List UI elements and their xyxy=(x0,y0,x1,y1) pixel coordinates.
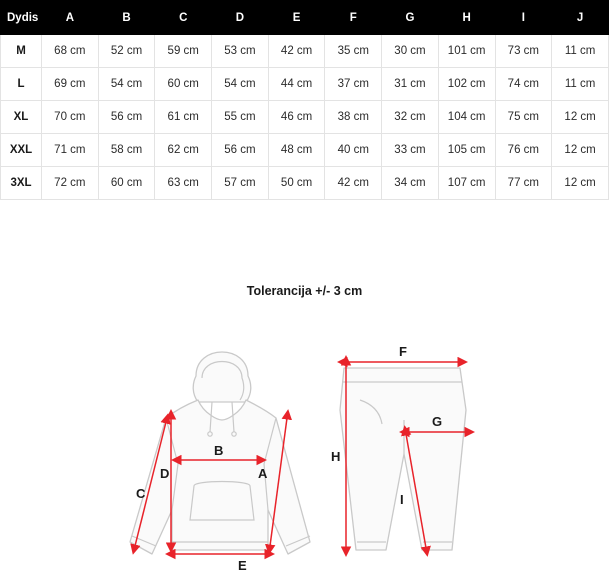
table-row xyxy=(1,101,609,134)
cell: 74 cm xyxy=(495,68,552,101)
cell: 56 cm xyxy=(98,101,155,134)
cell: 75 cm xyxy=(495,101,552,134)
cell: 38 cm xyxy=(325,101,382,134)
cell: 56 cm xyxy=(212,134,269,167)
row-size-label: XL xyxy=(1,101,42,134)
cell: 63 cm xyxy=(155,167,212,200)
cell: 60 cm xyxy=(98,167,155,200)
row-size-label: M xyxy=(1,35,42,68)
hoodie-label-d: D xyxy=(160,466,170,481)
tolerance-note: Tolerancija +/- 3 cm xyxy=(246,284,363,298)
table-row xyxy=(1,167,609,200)
column-header-j: J xyxy=(552,1,609,35)
cell: 42 cm xyxy=(325,167,382,200)
cell: 73 cm xyxy=(495,35,552,68)
cell: 11 cm xyxy=(552,68,609,101)
cell: 105 cm xyxy=(438,134,495,167)
cell: 57 cm xyxy=(212,167,269,200)
row-size-label: L xyxy=(1,68,42,101)
cell: 101 cm xyxy=(438,35,495,68)
cell: 77 cm xyxy=(495,167,552,200)
cell: 42 cm xyxy=(268,35,325,68)
cell: 54 cm xyxy=(98,68,155,101)
cell: 71 cm xyxy=(42,134,99,167)
table-body xyxy=(1,35,609,200)
table-corner-header: Dydis xyxy=(1,1,42,35)
cell: 70 cm xyxy=(42,101,99,134)
cell: 35 cm xyxy=(325,35,382,68)
cell: 107 cm xyxy=(438,167,495,200)
cell: 52 cm xyxy=(98,35,155,68)
column-header-i: I xyxy=(495,1,552,35)
cell: 55 cm xyxy=(212,101,269,134)
pants-label-g: G xyxy=(432,414,443,429)
cell: 69 cm xyxy=(42,68,99,101)
column-header-b: B xyxy=(98,1,155,35)
cell: 32 cm xyxy=(382,101,439,134)
cell: 46 cm xyxy=(268,101,325,134)
cell: 59 cm xyxy=(155,35,212,68)
column-header-h: H xyxy=(438,1,495,35)
pants-label-i: I xyxy=(400,492,404,507)
cell: 50 cm xyxy=(268,167,325,200)
table-row xyxy=(1,134,609,167)
cell: 12 cm xyxy=(552,167,609,200)
hoodie-label-e: E xyxy=(238,558,247,573)
column-header-g: G xyxy=(382,1,439,35)
hoodie-illustration xyxy=(130,352,310,573)
column-header-c: C xyxy=(155,1,212,35)
column-header-d: D xyxy=(212,1,269,35)
pants-illustration xyxy=(331,344,466,550)
cell: 30 cm xyxy=(382,35,439,68)
cell: 61 cm xyxy=(155,101,212,134)
cell: 12 cm xyxy=(552,101,609,134)
hoodie-label-c: C xyxy=(136,486,146,501)
cell: 102 cm xyxy=(438,68,495,101)
cell: 58 cm xyxy=(98,134,155,167)
cell: 54 cm xyxy=(212,68,269,101)
cell: 48 cm xyxy=(268,134,325,167)
table-row xyxy=(1,35,609,68)
cell: 44 cm xyxy=(268,68,325,101)
column-header-e: E xyxy=(268,1,325,35)
measurement-diagram xyxy=(0,314,609,584)
table-row xyxy=(1,68,609,101)
cell: 11 cm xyxy=(552,35,609,68)
cell: 40 cm xyxy=(325,134,382,167)
row-size-label: 3XL xyxy=(1,167,42,200)
size-chart-table xyxy=(0,0,609,200)
cell: 31 cm xyxy=(382,68,439,101)
table-header xyxy=(1,1,609,35)
cell: 53 cm xyxy=(212,35,269,68)
cell: 68 cm xyxy=(42,35,99,68)
pants-label-f: F xyxy=(399,344,407,359)
cell: 33 cm xyxy=(382,134,439,167)
cell: 72 cm xyxy=(42,167,99,200)
row-size-label: XXL xyxy=(1,134,42,167)
hoodie-label-b: B xyxy=(214,443,224,458)
cell: 12 cm xyxy=(552,134,609,167)
cell: 60 cm xyxy=(155,68,212,101)
table-header-row xyxy=(1,1,609,35)
cell: 37 cm xyxy=(325,68,382,101)
column-header-a: A xyxy=(42,1,99,35)
column-header-f: F xyxy=(325,1,382,35)
cell: 62 cm xyxy=(155,134,212,167)
cell: 76 cm xyxy=(495,134,552,167)
pants-label-h: H xyxy=(331,449,341,464)
hoodie-label-a: A xyxy=(258,466,268,481)
cell: 104 cm xyxy=(438,101,495,134)
cell: 34 cm xyxy=(382,167,439,200)
